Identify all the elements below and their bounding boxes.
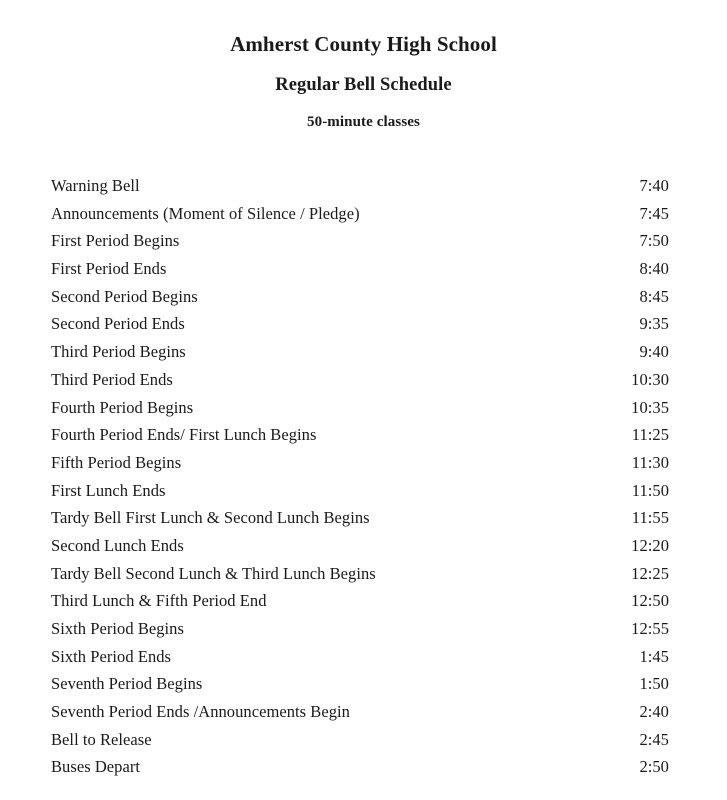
event-label: First Period Begins <box>51 231 180 251</box>
event-time: 7:45 <box>639 203 669 223</box>
document-header <box>0 0 727 130</box>
event-label: Seventh Period Begins <box>51 674 203 694</box>
event-time: 2:40 <box>639 702 669 722</box>
event-time: 9:40 <box>639 342 669 362</box>
event-label: Fourth Period Begins <box>51 397 194 417</box>
event-label: Fifth Period Begins <box>51 452 182 472</box>
schedule-row <box>51 397 669 428</box>
schedule-row <box>51 593 669 621</box>
event-label: Warning Bell <box>51 176 140 195</box>
schedule-row <box>51 510 669 538</box>
schedule-row <box>51 286 669 317</box>
event-label: Third Lunch & Fifth Period End <box>51 591 267 611</box>
schedule-row <box>51 646 669 677</box>
event-label: Tardy Bell First Lunch & Second Lunch Begins <box>51 508 370 528</box>
event-time: 1:45 <box>639 646 669 666</box>
schedule-row <box>51 427 669 455</box>
class-length-note: 50-minute classes <box>307 113 420 130</box>
event-label: Sixth Period Ends <box>51 646 172 666</box>
event-label: Second Lunch Ends <box>51 535 184 555</box>
schedule-row <box>51 480 669 511</box>
schedule-row <box>51 563 669 594</box>
event-time: 12:50 <box>631 591 669 611</box>
event-time: 7:50 <box>639 231 669 251</box>
event-time: 11:55 <box>631 508 669 528</box>
event-label: First Lunch Ends <box>51 480 166 500</box>
event-label: Buses Depart <box>51 757 141 777</box>
event-label: Announcements (Moment of Silence / Pledge) <box>51 203 360 223</box>
event-label: Third Period Begins <box>51 342 186 362</box>
schedule-row <box>51 233 669 261</box>
event-time: 10:30 <box>631 369 669 389</box>
event-time: 11:50 <box>631 480 669 500</box>
bell-schedule-list <box>51 178 669 787</box>
event-time: 2:45 <box>639 729 669 749</box>
event-time: 12:20 <box>631 535 669 555</box>
schedule-row <box>51 729 669 760</box>
event-label: Bell to Release <box>51 729 152 749</box>
schedule-row <box>51 704 669 732</box>
schedule-row <box>51 535 669 566</box>
event-time: 8:40 <box>639 259 669 279</box>
event-label: First Period Ends <box>51 259 167 279</box>
event-label: Fourth Period Ends/ First Lunch Begins <box>51 425 317 445</box>
event-time: 8:45 <box>639 286 669 306</box>
event-time: 12:25 <box>631 563 669 583</box>
schedule-row <box>51 203 669 234</box>
schedule-row <box>51 178 669 206</box>
schedule-row <box>51 316 669 344</box>
event-label: Tardy Bell Second Lunch & Third Lunch Begins <box>51 563 376 583</box>
event-label: Third Period Ends <box>51 369 173 389</box>
schedule-row <box>51 759 669 787</box>
event-label: Second Period Ends <box>51 314 185 334</box>
event-time: 11:30 <box>631 452 669 472</box>
event-time: 2:50 <box>639 757 669 777</box>
school-name-title: Amherst County High School <box>230 32 497 56</box>
schedule-row <box>51 452 669 483</box>
schedule-row <box>51 344 669 372</box>
schedule-row <box>51 676 669 704</box>
event-time: 7:40 <box>639 176 669 195</box>
event-time: 12:55 <box>631 619 669 638</box>
event-label: Sixth Period Begins <box>51 619 184 638</box>
event-time: 9:35 <box>639 314 669 334</box>
schedule-row <box>51 369 669 400</box>
schedule-type-subtitle: Regular Bell Schedule <box>275 75 452 95</box>
schedule-row <box>51 621 669 649</box>
event-time: 1:50 <box>639 674 669 694</box>
event-label: Seventh Period Ends /Announcements Begin <box>51 702 350 722</box>
event-label: Second Period Begins <box>51 286 198 306</box>
schedule-row <box>51 261 669 289</box>
event-time: 10:35 <box>631 397 669 417</box>
event-time: 11:25 <box>631 425 669 445</box>
